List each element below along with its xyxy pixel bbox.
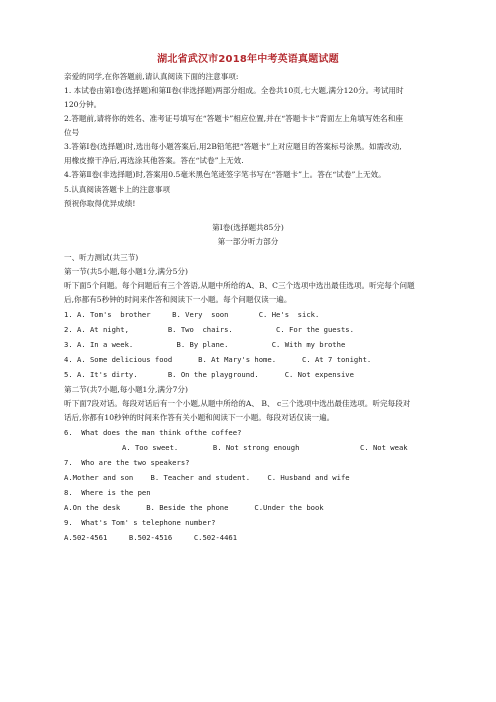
section1-instruction: 后,你都有5秒钟的时间来作答和阅读下一小题。每个问题仅读一遍。: [64, 295, 292, 304]
question-8: 8. Where is the pen: [64, 488, 151, 497]
question-6: 6. What does the man think ofthe coffee?: [64, 428, 242, 437]
notice-line: 5.认真阅读答题卡上的注意事项: [64, 185, 170, 194]
part-title: 第Ⅰ卷(选择题共85分): [212, 223, 284, 232]
question-7: 7. Who are the two speakers?: [64, 458, 190, 467]
notice-line: 用橡皮擦干净后,再选涂其他答案。答在“试卷”上无效.: [64, 156, 244, 165]
notice-line: 4.答第Ⅱ卷(非选择题)时,答案用0.5毫米黑色笔迹签字笔书写在“答题卡”上。答在“试卷”上无效。: [64, 170, 386, 179]
question-line: 3. A. In a week. B. By plane. C. With my brothe: [64, 340, 346, 349]
question-line: 2. A. At night, B. Two chairs. C. For the guests.: [64, 325, 354, 334]
notice-line: 1. 本试卷由第Ⅰ卷(选择题)和第Ⅱ卷(非选择题)两部分组成。全卷共10页,七大题,满分120分。考试用时: [64, 86, 404, 95]
notice-line: 3.答第Ⅰ卷(选择题)时,选出每小题答案后,用2B铅笔把“答题卡”上对应题目的答案标号涂黑。如需改动,: [64, 142, 402, 151]
question-line: 5. A. It's dirty. B. On the playground. C. Not expensive: [64, 370, 354, 379]
section2-instruction: 话后,你都有10秒钟的时间来作答有关小题和阅读下一小题。每段对话仅读一遍。: [64, 413, 335, 422]
section1-heading: 第一节(共5小题,每小题1分,满分5分): [64, 267, 188, 276]
question-9-options: A.502-4561 B.502-4516 C.502-4461: [64, 533, 238, 542]
question-9: 9. What's Tom' s telephone number?: [64, 518, 216, 527]
question-7-options: A.Mother and son B. Teacher and student. C. Husband and wife: [64, 473, 350, 482]
notice-line: 亲爱的同学,在你答题前,请认真阅读下面的注意事项:: [64, 72, 239, 81]
exam-title: 湖北省武汉市2018年中考英语真题试题: [157, 54, 339, 65]
notice-line: 2.答题前,请将你的姓名、准考证号填写在“答题卡”相应位置,并在“答题卡卡”背面左上角填写姓名和座: [64, 114, 403, 123]
listening-heading: 一、听力测试(共三节): [64, 253, 139, 262]
section2-heading: 第二节(共7小题,每小题1分,满分7分): [64, 385, 188, 394]
question-line: 4. A. Some delicious food B. At Mary's home. C. At 7 tonight.: [64, 355, 372, 364]
section1-instruction: 听下面5个问题。每个问题后有三个答语,从题中所给的A、B、C三个选项中选出最佳选项。听完每个问题: [64, 281, 415, 290]
question-line: 1. A. Tom's brother B. Very soon C. He's sick.: [64, 310, 320, 319]
section-title: 第一部分听力部分: [217, 237, 279, 246]
notice-line: 预祝你取得优异成绩!: [64, 199, 136, 208]
notice-line: 位号: [64, 128, 80, 137]
question-6-options: A. Too sweet. B. Not strong enough C. Not weak: [122, 443, 408, 452]
notice-line: 120分钟。: [64, 100, 102, 109]
question-8-options: A.On the desk B. Beside the phone C.Under the book: [64, 503, 324, 512]
section2-instruction: 听下面7段对话。每段对话后有一个小题,从题中所给的A、 B、 c三个选项中选出最佳选项。听完每段对: [64, 399, 411, 408]
